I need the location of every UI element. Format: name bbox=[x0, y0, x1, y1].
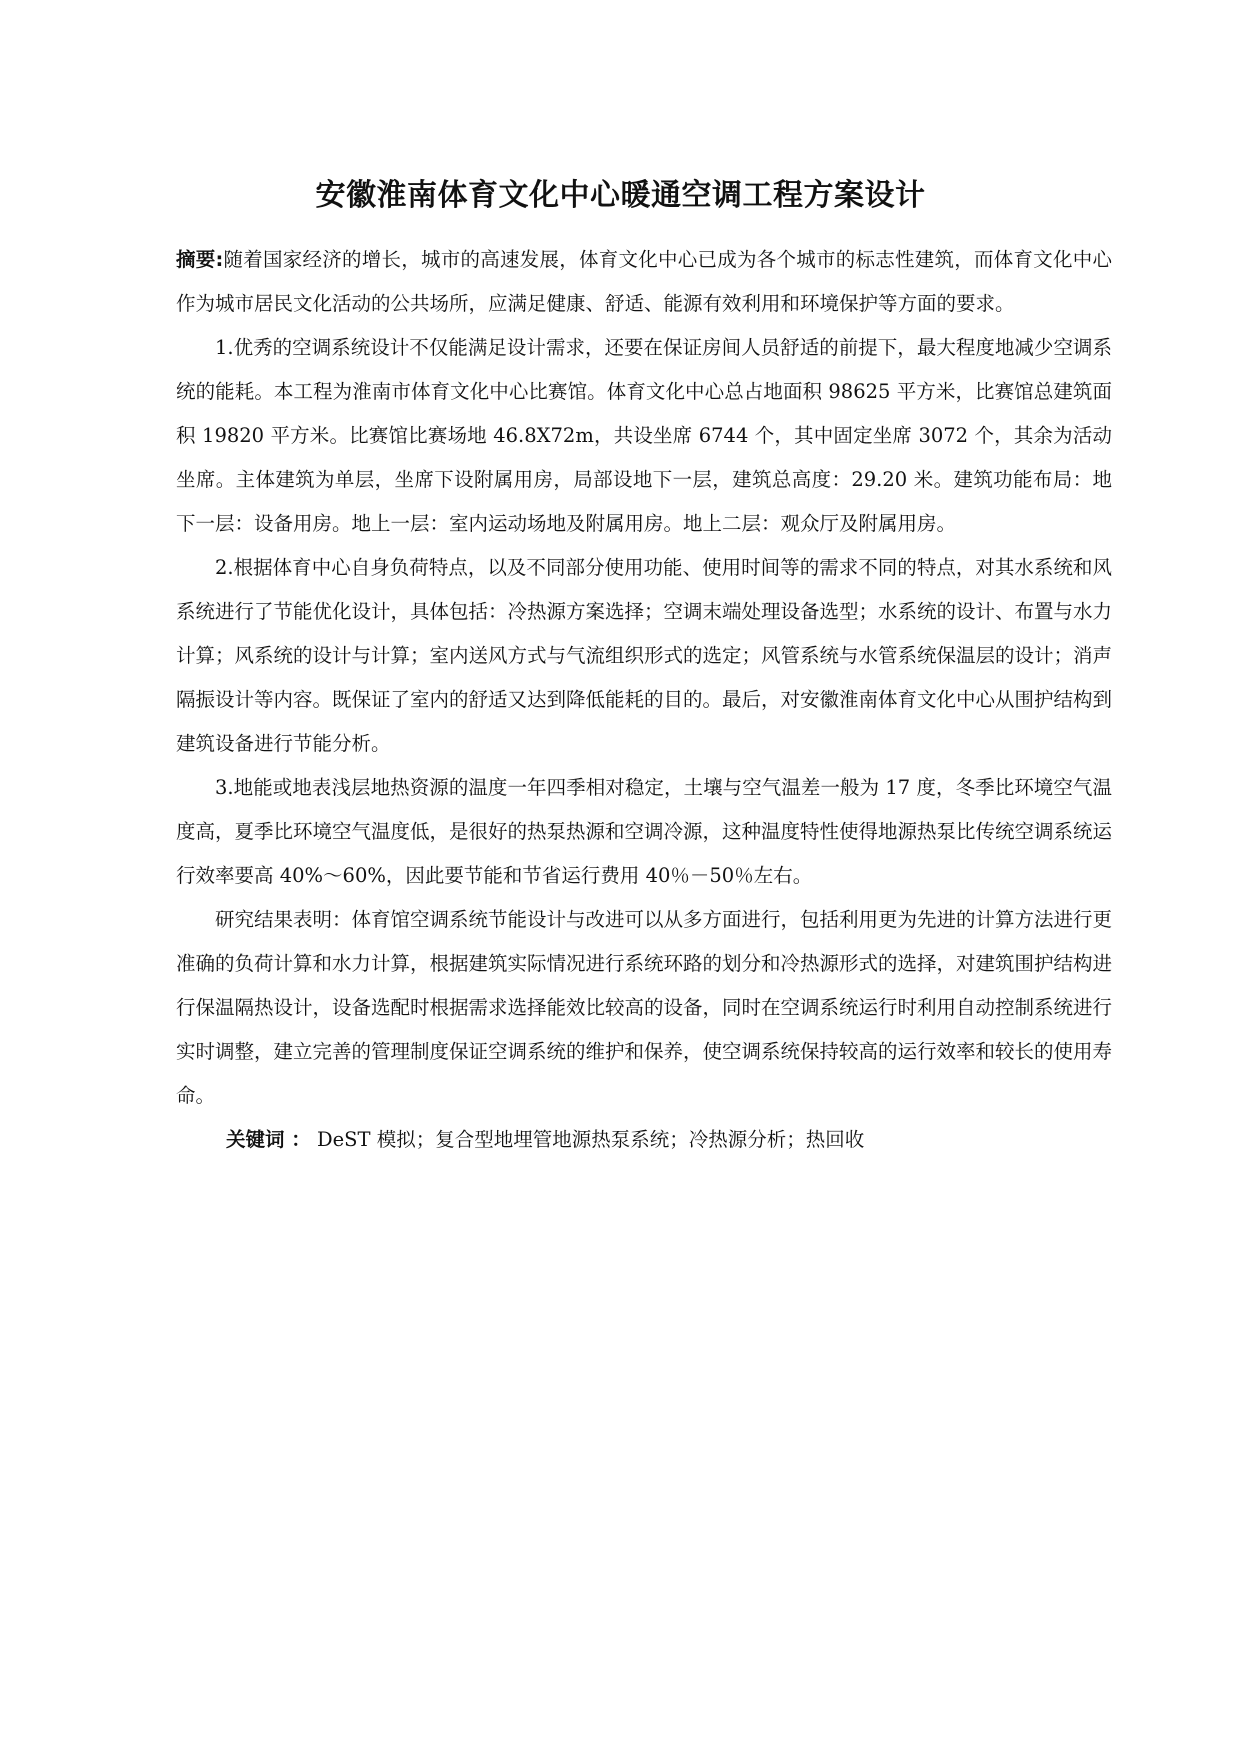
paragraph-2: 2.根据体育中心自身负荷特点，以及不同部分使用功能、使用时间等的需求不同的特点，对其水系统和风系统进行了节能优化设计，具体包括：冷热源方案选择；空调末端处理设备选型；水系统的设计、布置与水力计算；风系统的设计与计算；室内送风方式与气流组织形式的选定；风管系统与水管系统保温层的设计；消声隔振设计等内容。既保证了室内的舒适又达到降低能耗的目的。最后，对安徽淮南体育文化中心从围护结构到建筑设备进行节能分析。 bbox=[176, 556, 1113, 755]
paragraph-conclusion: 研究结果表明：体育馆空调系统节能设计与改进可以从多方面进行，包括利用更为先进的计算方法进行更准确的负荷计算和水力计算，根据建筑实际情况进行系统环路的划分和冷热源形式的选择，对建筑围护结构进行保温隔热设计，设备选配时根据需求选择能效比较高的设备，同时在空调系统运行时利用自动控制系统进行实时调整，建立完善的管理制度保证空调系统的维护和保养，使空调系统保持较高的运行效率和较长的使用寿命。 bbox=[176, 908, 1113, 1107]
document-body bbox=[176, 238, 1112, 1162]
abstract-text: 随着国家经济的增长，城市的高速发展，体育文化中心已成为各个城市的标志性建筑，而体育文化中心作为城市居民文化活动的公共场所，应满足健康、舒适、能源有效利用和环境保护等方面的要求。 bbox=[176, 248, 1112, 315]
paragraph-3: 3.地能或地表浅层地热资源的温度一年四季相对稳定，土壤与空气温差一般为 17 度，冬季比环境空气温度高，夏季比环境空气温度低，是很好的热泵热源和空调冷源，这种温度特性使得地源热泵比传统空调系统运行效率要高 40%～60%，因此要节能和节省运行费用 40％－50％左右。 bbox=[176, 776, 1113, 887]
paragraph-1: 1.优秀的空调系统设计不仅能满足设计需求，还要在保证房间人员舒适的前提下，最大程度地减少空调系统的能耗。本工程为淮南市体育文化中心比赛馆。体育文化中心总占地面积 98625 平方米，比赛馆总建筑面积 19820 平方米。比赛馆比赛场地 46.8X72m，共设坐席 6744 个，其中固定坐席 3072 个，其余为活动坐席。主体建筑为单层，坐席下设附属用房，局部设地下一层，建筑总高度：29.20 米。建筑功能布局：地下一层：设备用房。地上一层：室内运动场地及附属用房。地上二层：观众厅及附属用房。 bbox=[176, 336, 1112, 535]
keywords-line bbox=[176, 1118, 1112, 1162]
abstract-paragraph bbox=[176, 238, 1112, 326]
abstract-label: 摘要: bbox=[176, 248, 224, 271]
keywords-text: DeST 模拟；复合型地埋管地源热泵系统；冷热源分析；热回收 bbox=[310, 1128, 865, 1151]
document-title: 安徽淮南体育文化中心暖通空调工程方案设计 bbox=[315, 178, 926, 213]
keywords-label: 关键词 ： bbox=[226, 1128, 311, 1151]
